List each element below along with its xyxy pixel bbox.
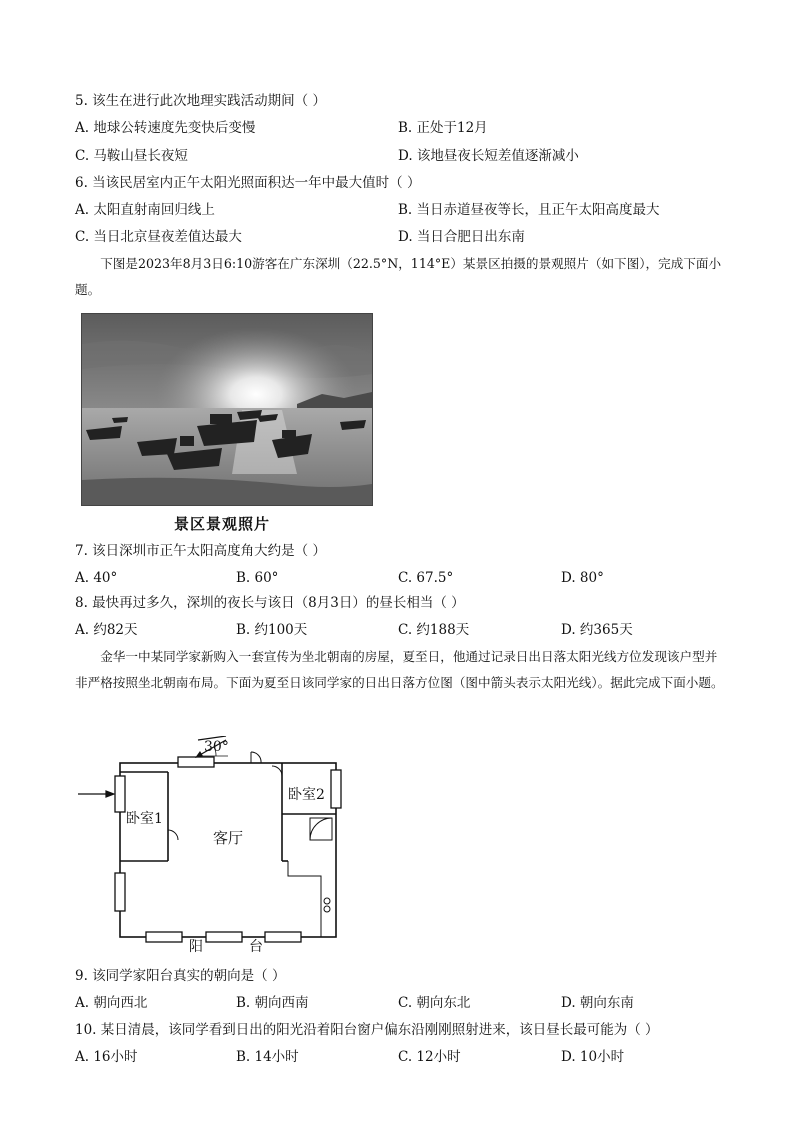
q8-option-c: C. 约188天 — [398, 622, 470, 638]
bedroom-1-label: 卧室1 — [126, 811, 163, 827]
q8-option-d: D. 约365天 — [561, 622, 633, 638]
q7-option-c: C. 67.5° — [398, 570, 454, 586]
q10-option-a: A. 16小时 — [75, 1049, 138, 1065]
scenic-photo — [81, 313, 373, 506]
question-6-stem: 6. 当该民居室内正午太阳光照面积达一年中最大值时（ ） — [75, 175, 421, 191]
q10-option-c: C. 12小时 — [398, 1049, 461, 1065]
q10-option-b: B. 14小时 — [236, 1049, 299, 1065]
q5-option-c: C. 马鞍山昼长夜短 — [75, 148, 188, 164]
q9-option-a: A. 朝向西北 — [75, 995, 148, 1011]
q7-option-a: A. 40° — [75, 570, 118, 586]
question-7-stem: 7. 该日深圳市正午太阳高度角大约是（ ） — [75, 543, 326, 559]
question-5-stem: 5. 该生在进行此次地理实践活动期间（ ） — [75, 93, 326, 109]
q5-option-d: D. 该地昼夜长短差值逐渐减小 — [398, 148, 579, 164]
q6-option-c: C. 当日北京昼夜差值达最大 — [75, 229, 242, 245]
balcony-label-b: 台 — [249, 939, 263, 955]
q6-option-a: A. 太阳直射南回归线上 — [75, 202, 215, 218]
q7-option-b: B. 60° — [236, 570, 279, 586]
floor-plan-diagram — [76, 736, 366, 956]
intro-paragraph-2: 金华一中某同学家新购入一套宣传为坐北朝南的房屋，夏至日，他通过记录日出日落太阳光线方位发现该户型并非严格按照坐北朝南布局。下面为夏至日该同学家的日出日落方位图（图中箭头表示太阳光线）。据此完成下面小题。 — [75, 649, 724, 690]
q9-option-c: C. 朝向东北 — [398, 995, 471, 1011]
q5-option-b: B. 正处于12月 — [398, 120, 488, 136]
q8-option-b: B. 约100天 — [236, 622, 308, 638]
q7-option-d: D. 80° — [561, 570, 604, 586]
sun-angle-label: 30° — [204, 739, 229, 755]
living-room-label: 客厅 — [213, 829, 244, 847]
intro-paragraph-1: 下图是2023年8月3日6:10游客在广东深圳（22.5°N，114°E）某景区拍摄的景观照片（如下图），完成下面小题。 — [75, 256, 722, 297]
question-9-stem: 9. 该同学家阳台真实的朝向是（ ） — [75, 968, 286, 984]
question-8-stem: 8. 最快再过多久，深圳的夜长与该日（8月3日）的昼长相当（ ） — [75, 595, 465, 611]
q5-option-a: A. 地球公转速度先变快后变慢 — [75, 120, 256, 136]
q9-option-b: B. 朝向西南 — [236, 995, 309, 1011]
q10-option-d: D. 10小时 — [561, 1049, 625, 1065]
bedroom-2-label: 卧室2 — [288, 787, 325, 803]
balcony-label-a: 阳 — [189, 939, 203, 955]
q9-option-d: D. 朝向东南 — [561, 995, 634, 1011]
photo-caption: 景区景观照片 — [174, 515, 271, 533]
question-10-stem: 10. 某日清晨，该同学看到日出的阳光沿着阳台窗户偏东沿刚刚照射进来，该日昼长最可能为（ ） — [75, 1022, 659, 1038]
q8-option-a: A. 约82天 — [75, 622, 138, 638]
sunset-harbor-image — [82, 314, 372, 505]
q6-option-d: D. 当日合肥日出东南 — [398, 229, 525, 245]
q6-option-b: B. 当日赤道昼夜等长，且正午太阳高度最大 — [398, 202, 660, 218]
